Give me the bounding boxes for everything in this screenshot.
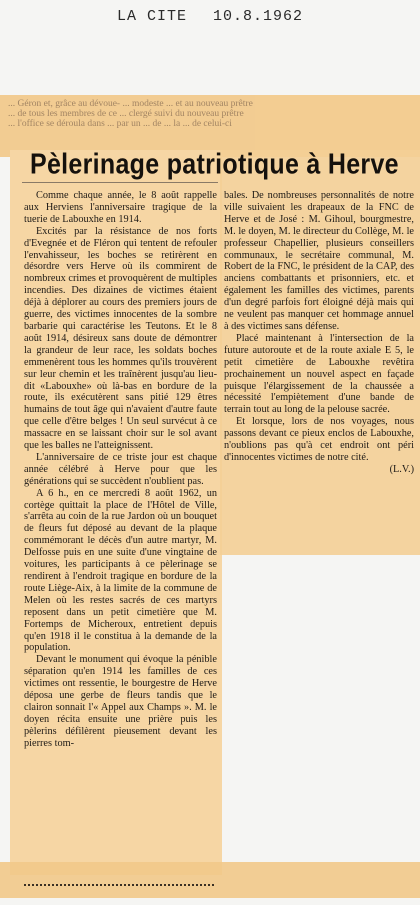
tape-strip-bottom — [0, 862, 420, 898]
dotted-cut-line — [24, 884, 214, 889]
paragraph: Comme chaque année, le 8 août rappelle aux Herviens l'anniversaire tragique de la tuerie de Labouxhe en 1914. — [24, 190, 217, 225]
title-rule — [22, 182, 218, 183]
author-signature: (L.V.) — [389, 463, 414, 475]
paragraph: L'anniversaire de ce triste jour est chaque année célébré à Herve pour que les générations qui se succèdent n'oublient pas. — [24, 451, 217, 487]
bleed-through-text — [8, 99, 408, 129]
bleed-line: ... Géron et, grâce au dévoue- ... modeste ... et au nouveau prêtre — [8, 99, 253, 109]
newspaper-name: LA CITE — [116, 8, 187, 25]
paragraph: bales. De nombreuses personnalités de notre ville suivaient les drapeaux de la FNC de Herve et de José : M. Gihoul, bourgmestre, M. le doyen, M. le directeur du Collège, M. le professeur Chapellier, plusieurs conseillers communaux, le secrétaire communal, M. Robert de la FNC, le président de la CAP, des anciens combattants et prisonniers, etc. et également les familles des victimes, parents d'un degré parfois fort éloigné déjà mais qui ne veulent pas manquer cet hommage annuel à des victimes sans défense. — [224, 190, 414, 332]
newspaper-date: 10.8.1962 — [213, 8, 304, 25]
bleed-line: ... l'office se déroula dans ... par un ... de ... la ... de celui-ci — [8, 119, 232, 129]
paragraph: A 6 h., en ce mercredi 8 août 1962, un cortège quittait la place de l'Hôtel de Ville, s'arrêta au coin de la rue Jardon où un bouquet de fleurs fut déposé au devant de la plaque commémorant le décès d'un autre martyr, M. Delfosse puis en une suite d'une vingtaine de voitures, les participants à ce pèlerinage se rendirent à l'endroit tragique en bordure de la route Liège-Aix, à la limite de la commune de Melen où les restes sacrés de ces martyrs reposent dans un petit cimetière que M. Fortemps de Micheroux, entretient depuis qu'en 1918 il le constitua à la demande de la population. — [24, 487, 217, 654]
bleed-line: ... de tous les membres de ce ... clergé suivi du nouveau prêtre — [8, 109, 244, 119]
article-column-left — [24, 190, 217, 750]
paragraph: Et lorsque, lors de nos voyages, nous passons devant ce pieux enclos de Labouxhe, n'oublions pas qu'à cet endroit ont péri d'innocentes victimes de notre cité. — [224, 416, 414, 463]
newspaper-source-header — [0, 8, 420, 25]
paragraph: Placé maintenant à l'intersection de la future autoroute et de la route axiale E 5, le petit cimetière de Labouxhe revêtira prochainement un nouvel aspect en façade puisque l'élargissement de la chaussée a nécessité l'empiètement d'une bande de terrain tout au long de la pelouse sacrée. — [224, 332, 414, 416]
paragraph: Devant le monument qui évoque la pénible séparation qu'en 1914 les familles de ces victimes ont ressentie, le bourgestre de Herve déposa une gerbe de fleurs tandis que le clairon sonnait l'« Appel aux Champs ». M. le doyen récita ensuite une prière puis les pèlerins défilèrent pieusement devant les pierres tom- — [24, 654, 217, 749]
paragraph: Excités par la résistance de nos forts d'Evegnée et de Fléron qui tentent de refouler l'envahisseur, les boches se retirèrent en désordre vers Herve où ils commirent de nombreux crimes et provoquèrent de multiples incendies. Des dizaines de victimes étaient déjà à déplorer au cours des premiers jours de guerre, des victimes innocentes de la sombre barbarie qui caractérise les Teutons. Et le 8 août 1914, désireux sans doute de démontrer la grandeur de leur race, les soldats boches emmenèrent tous les hommes qu'ils trouvèrent sur leur chemin et les traînèrent jusqu'au lieu-dit «Labouxhe» où là-bas en bordure de la route, ils exécutèrent sans pitié 129 êtres humains de tout âge qui n'avaient d'autre faute que celle d'être belges ! Un seul survécut à ce massacre en se laissant choir sur le sol avant que les balles ne l'atteignissent. — [24, 225, 217, 452]
article-column-right — [224, 190, 414, 476]
article-title: Pèlerinage patriotique à Herve — [30, 148, 399, 181]
